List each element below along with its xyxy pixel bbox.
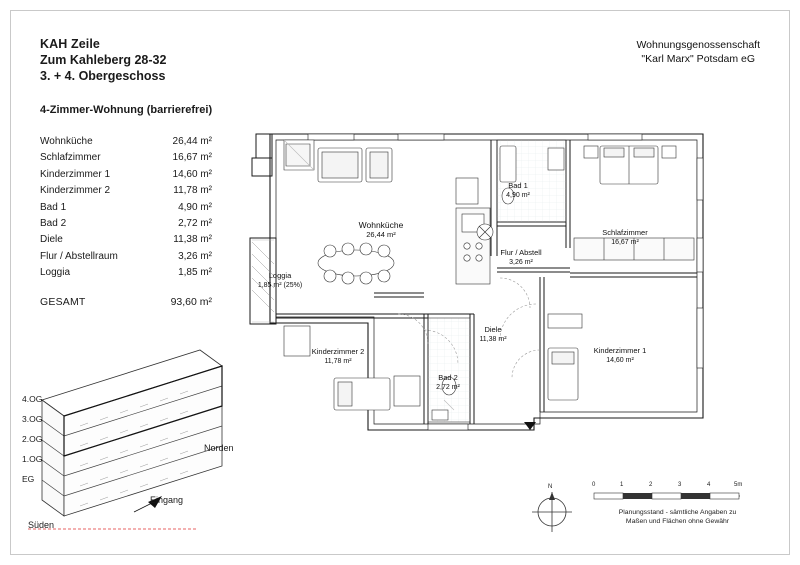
area-row	[40, 216, 212, 232]
compass-icon	[528, 486, 576, 534]
building-isometric-diagram	[22, 330, 252, 545]
room-label	[403, 373, 493, 393]
floor-label: 4.OG	[22, 394, 43, 404]
room-name: Bad 1	[508, 181, 528, 190]
room-label	[476, 248, 566, 268]
area-row-name: Schlafzimmer	[40, 152, 101, 164]
disclaimer-note	[590, 508, 765, 526]
page-title	[40, 36, 166, 84]
compass-north-label: N	[548, 484, 553, 490]
room-label	[580, 228, 670, 248]
area-row	[40, 134, 212, 150]
floor-label: 1.OG	[22, 454, 43, 464]
title-line-3: 3. + 4. Obergeschoss	[40, 69, 166, 83]
title-line-1: KAH Zeile	[40, 37, 100, 51]
room-area: 3,26 m²	[509, 259, 533, 266]
area-row-name: Kinderzimmer 2	[40, 185, 111, 197]
room-name: Schlafzimmer	[602, 228, 648, 237]
area-row-value: 16,67 m²	[172, 152, 212, 164]
floor-plan	[248, 118, 778, 448]
room-area: 11,78 m²	[324, 358, 352, 365]
room-area: 11,38 m²	[479, 336, 507, 343]
area-row-value: 4,90 m²	[178, 201, 212, 213]
area-row	[40, 183, 212, 199]
scale-bar	[592, 482, 743, 504]
area-total-label: GESAMT	[40, 295, 86, 308]
room-area: 14,60 m²	[606, 357, 634, 364]
eingang-label: Eingang	[150, 495, 184, 505]
floor-label: 2.OG	[22, 434, 43, 444]
owner-line-2: "Karl Marx" Potsdam eG	[641, 53, 756, 65]
area-row-value: 11,38 m²	[173, 234, 212, 246]
room-label	[448, 325, 538, 345]
area-row	[40, 232, 212, 248]
disclaimer-line-2: Maßen und Flächen ohne Gewähr	[625, 518, 730, 525]
area-table	[40, 134, 212, 310]
room-area: 26,44 m²	[366, 230, 396, 239]
room-label	[336, 220, 426, 240]
scale-tick-label: 2	[649, 482, 653, 488]
floor-label: 3.OG	[22, 414, 43, 424]
room-area: 2,72 m²	[436, 384, 460, 391]
area-row-name: Wohnküche	[40, 136, 93, 147]
floor-plan-svg	[248, 118, 778, 448]
room-name: Bad 2	[438, 373, 458, 382]
area-row-value: 14,60 m²	[172, 168, 212, 180]
compass-rose	[528, 486, 576, 534]
scale-tick-label: 3	[678, 482, 682, 488]
room-area: 16,67 m²	[611, 239, 639, 246]
area-row-name: Bad 1	[40, 201, 67, 213]
area-row-name: Bad 2	[40, 218, 67, 230]
area-row-value: 1,85 m²	[178, 267, 212, 279]
area-row-value: 26,44 m²	[172, 136, 212, 147]
scale-tick-label: 5m	[734, 482, 743, 488]
scale-tick-label: 0	[592, 482, 596, 488]
room-name: Flur / Abstell	[500, 248, 542, 257]
room-name: Diele	[484, 325, 502, 334]
norden-label: Norden	[204, 443, 234, 453]
scale-tick-label: 1	[620, 482, 624, 488]
room-name: Kinderzimmer 2	[311, 347, 365, 356]
room-name: Loggia	[268, 271, 292, 280]
room-label	[575, 346, 665, 366]
disclaimer-line-1: Planungsstand - sämtliche Angaben zu	[618, 509, 737, 516]
area-row-name: Kinderzimmer 1	[40, 168, 111, 180]
area-row	[40, 249, 212, 265]
area-rows	[40, 134, 212, 282]
room-area: 1,85 m² (25%)	[257, 282, 303, 289]
area-row-name: Flur / Abstellraum	[40, 250, 118, 262]
building-isometric-svg	[22, 330, 252, 545]
area-row-value: 3,26 m²	[178, 250, 212, 262]
area-row-value: 11,78 m²	[173, 185, 212, 197]
scale-tick-label: 4	[707, 482, 711, 488]
room-label	[235, 271, 325, 291]
owner-line-1: Wohnungsgenossenschaft	[636, 39, 760, 51]
owner-block	[636, 38, 760, 66]
area-total-row	[40, 294, 212, 310]
area-total-value: 93,60 m²	[170, 295, 212, 308]
sueden-label: Süden	[28, 520, 55, 530]
area-row	[40, 200, 212, 216]
room-name: Kinderzimmer 1	[593, 346, 647, 355]
area-row-value: 2,72 m²	[178, 218, 212, 230]
title-line-2: Zum Kahleberg 28-32	[40, 53, 167, 67]
room-area: 4,90 m²	[506, 192, 530, 199]
apartment-subtitle: 4-Zimmer-Wohnung (barrierefrei)	[40, 104, 213, 116]
room-name: Wohnküche	[358, 220, 404, 230]
area-row	[40, 265, 212, 281]
area-row-name: Loggia	[40, 267, 71, 279]
area-row-name: Diele	[40, 234, 63, 246]
area-row	[40, 150, 212, 166]
scale-bar-svg	[592, 488, 742, 504]
room-label	[293, 347, 383, 367]
area-row	[40, 167, 212, 183]
floor-label: EG	[22, 474, 35, 484]
room-label	[473, 181, 563, 201]
